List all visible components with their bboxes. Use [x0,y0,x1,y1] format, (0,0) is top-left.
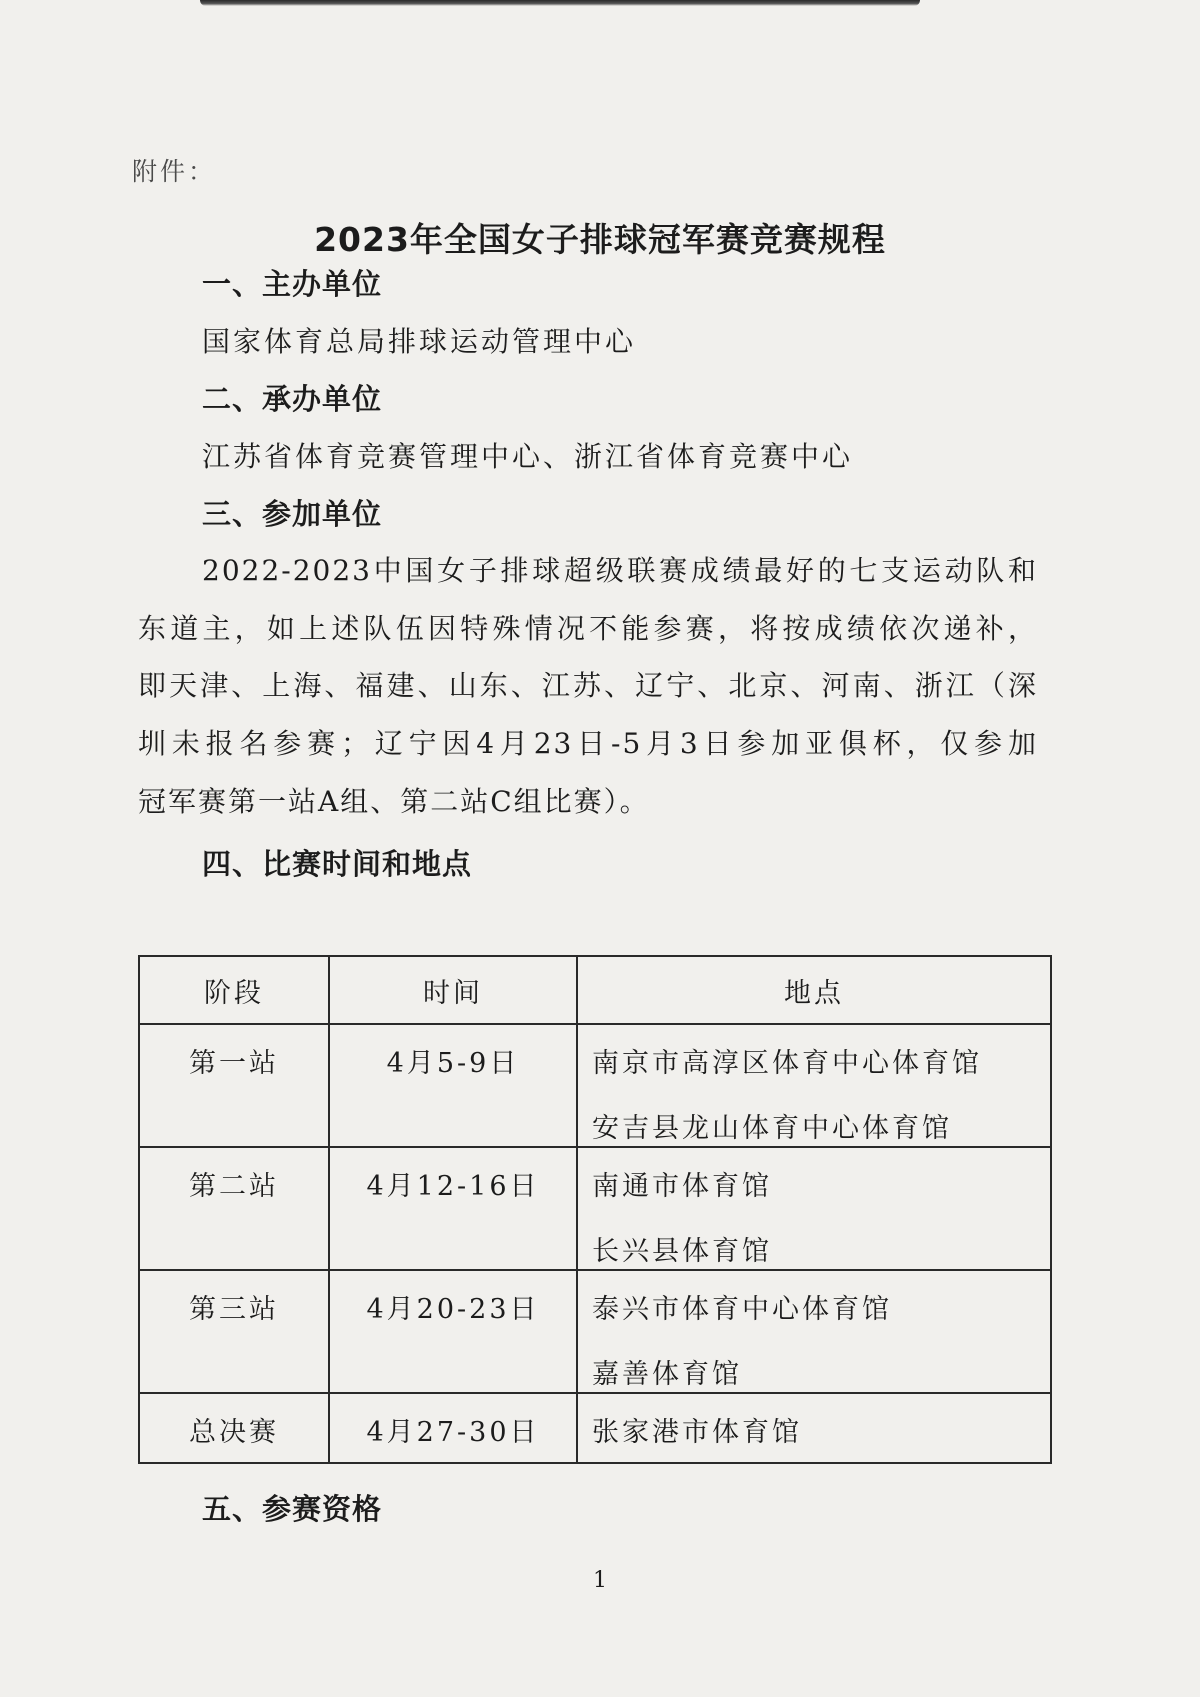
section-text-2: 江苏省体育竞赛管理中心、浙江省体育竞赛中心 [202,440,854,473]
section-heading-5: 五、参赛资格 [202,1492,383,1526]
stage-cell: 第二站 [139,1147,329,1270]
time-cell: 4月27-30日 [329,1393,577,1463]
venue-name: 南通市体育馆 [592,1171,772,1202]
paragraph-line-1: 2022-2023中国女子排球超级联赛成绩最好的七支运动队和 [202,554,1038,587]
venue-cell [577,1147,1051,1270]
section-heading-4: 四、比赛时间和地点 [202,847,473,881]
venue-name: 长兴县体育馆 [592,1236,772,1267]
venue-cell [577,1024,1051,1147]
time-cell: 4月5-9日 [329,1024,577,1147]
paragraph-line-4: 圳未报名参赛；辽宁因4月23日-5月3日参加亚俱杯，仅参加 [138,727,1038,760]
venue-cell [577,1270,1051,1393]
section-text-1: 国家体育总局排球运动管理中心 [202,325,637,358]
attachment-label: 附件： [132,157,217,186]
section-heading-2: 二、承办单位 [202,382,383,416]
paragraph-line-5: 冠军赛第一站A组、第二站C组比赛）。 [138,785,650,818]
paragraph-line-3: 即天津、上海、福建、山东、江苏、辽宁、北京、河南、浙江（深 [138,669,1038,702]
header-stage: 阶段 [139,956,329,1024]
venue-name: 张家港市体育馆 [592,1417,802,1448]
time-cell: 4月12-16日 [329,1147,577,1270]
venue-name: 嘉善体育馆 [592,1359,742,1390]
stage-cell: 总决赛 [139,1393,329,1463]
table-header-row [139,956,1051,1024]
document-title: 2023年全国女子排球冠军赛竞赛规程 [314,220,886,259]
header-time: 时间 [329,956,577,1024]
page-number: 1 [593,1568,607,1593]
stage-cell: 第一站 [139,1024,329,1147]
paragraph-line-2: 东道主，如上述队伍因特殊情况不能参赛，将按成绩依次递补， [138,612,1038,645]
venue-name: 南京市高淳区体育中心体育馆 [592,1048,982,1079]
table-row [139,1393,1051,1463]
scan-top-edge [200,0,920,6]
section-heading-1: 一、主办单位 [202,267,383,301]
venue-cell [577,1393,1051,1463]
table-row [139,1024,1051,1147]
time-cell: 4月20-23日 [329,1270,577,1393]
venue-name: 安吉县龙山体育中心体育馆 [592,1113,952,1144]
stage-cell: 第三站 [139,1270,329,1393]
schedule-table [138,955,1052,1464]
table-row [139,1147,1051,1270]
table-row [139,1270,1051,1393]
section-heading-3: 三、参加单位 [202,497,383,531]
header-venue: 地点 [577,956,1051,1024]
venue-name: 泰兴市体育中心体育馆 [592,1294,892,1325]
